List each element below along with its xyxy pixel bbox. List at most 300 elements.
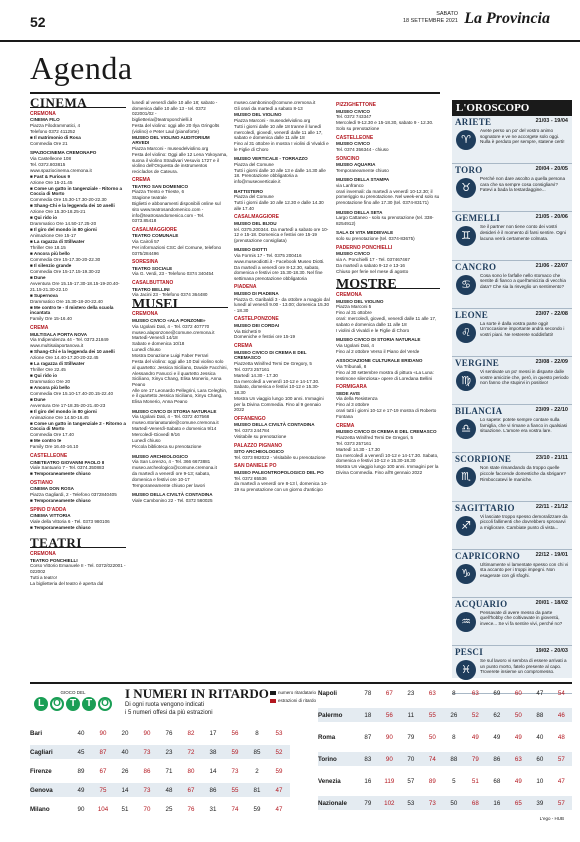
lotto-row xyxy=(318,686,572,700)
wheel-name: Palermo xyxy=(318,711,343,719)
sign-dates: 20/04 - 20/05 xyxy=(535,166,568,173)
lotto-game-label: GIOCO DEL xyxy=(60,690,86,695)
listing-entry xyxy=(336,385,440,419)
listing-line: Drammatico Ore 14.50-17.25-20 xyxy=(30,221,97,227)
late-number: 48 xyxy=(165,786,173,794)
listing-line: Via Jacini 23 - Telefono 0374 364480 xyxy=(132,292,208,298)
late-number: 10 xyxy=(536,777,544,785)
listing-city: PALAZZO PIGNANO xyxy=(234,442,282,449)
listing-line: Tel. 0372.803815 xyxy=(30,161,66,167)
listing-line: Mostra Un viaggio lungo 100 anni. Immagini per la Divina Commedia. Fino al 9 gennaio 2022 xyxy=(234,395,324,413)
late-number: 17 xyxy=(209,729,217,737)
late-number: 49 xyxy=(493,733,501,741)
sign-dates: 23/08 - 22/09 xyxy=(535,358,568,365)
listing-line: Tutti i giorni dalle 10 alle 18 tranne il lunedì xyxy=(234,123,322,129)
late-number: 14 xyxy=(121,786,129,794)
listing-line: ■ Il giro del mondo in 80 giorni xyxy=(30,408,97,414)
horoscope-sign xyxy=(452,598,572,646)
listing-entry xyxy=(336,358,440,381)
newspaper-brand: La Provincia xyxy=(464,10,550,27)
sign-name: GEMELLI xyxy=(455,213,501,224)
listing-line: Tel. 0373 257161 xyxy=(234,366,270,372)
listing-city: SAN DANIELE PO xyxy=(234,463,277,470)
listing-entry xyxy=(336,136,440,153)
listing-entry xyxy=(234,317,330,340)
lotto-row xyxy=(318,730,572,744)
listing-venue: MUSEO DEL BIJOU xyxy=(234,221,277,227)
listing-line: museo.alaponzone@comune.cremona.it xyxy=(132,329,215,335)
lotto-logo-ball: T xyxy=(66,697,80,711)
listing-venue: SEDE AVIS xyxy=(336,390,360,396)
delay-count: 57 xyxy=(557,755,565,763)
wheel-name: Torino xyxy=(318,755,337,763)
listing-line: Via Bichetti 9 xyxy=(234,328,261,334)
listing-line: Commedia Ore 17.40 xyxy=(30,432,74,438)
horoscope-sign xyxy=(452,116,572,164)
listing-line: ■ Supernova xyxy=(30,292,58,298)
late-number: 11 xyxy=(407,711,415,719)
sign-text: Pensavate di avere messo da parte quell'hobby che coltivavate in gioventù, invece... Se vi fa sentire vivi, perché no? xyxy=(480,609,563,627)
listing-entry xyxy=(132,281,228,298)
listing-venue: MUSEO DI PIADENA xyxy=(234,290,279,296)
listing-line: da martedì a venerdì ore 9-13; sabato, domenica e festivi ore 10-17 xyxy=(132,471,211,482)
listing-line: Commedia Ore 15-17.30-20-22.30 xyxy=(30,257,101,263)
listing-line: Mostra Donazione Luigi Faber Ferrari xyxy=(132,353,209,359)
delay-count: 52 xyxy=(471,711,479,719)
delay-count: 48 xyxy=(557,733,565,741)
listing-city: CASTELPONZONE xyxy=(234,316,279,323)
sign-dates: 22/12 - 19/01 xyxy=(535,551,568,558)
listing-line: lunedì al venerdì dalle 10 alle 18; sabato - domenica dalle 10 alle 13 - tel. 0372 022001/02 - xyxy=(132,100,218,117)
sign-dates: 19/02 - 20/03 xyxy=(535,648,568,655)
wheel-name: Nazionale xyxy=(318,799,347,807)
delay-count: 49 xyxy=(471,733,479,741)
listing-line: Da martedì a sabato 9-12 e 13-16 xyxy=(336,262,405,268)
sign-dates: 21/05 - 20/06 xyxy=(535,214,568,221)
horoscope-sign xyxy=(452,309,572,357)
listing-venue: CINETEATRO GIOVANNI PAOLO II xyxy=(30,459,105,465)
late-number: 79 xyxy=(407,733,415,741)
late-number: 2 xyxy=(255,767,259,775)
late-number: 26 xyxy=(121,767,129,775)
delay-count: 50 xyxy=(514,711,522,719)
lotto-row xyxy=(318,774,572,788)
listing-line: solo su prenotazione (tel. 0374-83675) xyxy=(336,236,415,242)
listing-line: www.multisalaportanova.it xyxy=(30,343,84,349)
delay-count: 49 xyxy=(514,733,522,741)
delay-count: 74 xyxy=(428,755,436,763)
listing-venue: MUSEO ARCHEOLOGICO xyxy=(132,453,188,459)
late-number: 8 xyxy=(452,733,456,741)
listing-line: Martedì 14.30 - 17.30 xyxy=(234,372,278,378)
late-number: 50 xyxy=(450,799,458,807)
sign-text: Non state rimandando da troppo quelle piccole faccende domestiche da sbrigare? Rimboccatevi le maniche. xyxy=(480,465,566,482)
wheel-name: Napoli xyxy=(318,689,337,697)
listing-line: orari invernali: da martedì a venerdì 10-12.30; il pomeriggio su prenotazione. Nel week-end solo su prenotazione fino alle 17.30 (tel. 0374-83171) xyxy=(336,188,440,206)
listing-line: Azione Ore 15.30-18.25-21 xyxy=(30,209,86,215)
listing-line: ■ Dune xyxy=(30,396,46,402)
listing-line: ■ Come un gatto in tangenziale - Ritorno a Coccia di Morto xyxy=(30,185,123,197)
sign-name: SCORPIONE xyxy=(455,454,512,465)
sign-text: Se il partner non tiene conto dei vostri desideri è il momento di farsi sentire. Ogni lacuna verrà certamente colmata. xyxy=(480,224,566,241)
sign-name: TORO xyxy=(455,165,483,176)
sign-name: VERGINE xyxy=(455,357,500,368)
lotto-row xyxy=(30,745,290,759)
late-number: 8 xyxy=(255,729,259,737)
listing-line: ■ Me contro te xyxy=(30,438,62,444)
late-number: 25 xyxy=(165,805,173,813)
late-number: 59 xyxy=(253,805,261,813)
listing-line: Thriller Ore 18.15 xyxy=(30,245,66,251)
listing-line: Martedì-Venerdì 14/18 xyxy=(132,335,178,341)
listing-line: ■ Dune xyxy=(30,275,46,281)
delay-count: 47 xyxy=(275,805,283,813)
listing-line: Tutti a teatro! xyxy=(30,574,57,580)
listing-entry xyxy=(132,260,228,277)
listing-line: Domeniche e festivi ore 15-19 xyxy=(234,334,296,340)
listing-city: PIADENA xyxy=(234,284,257,291)
listing-venue: MUSEO DELLA CIVILTÀ CONTADINA xyxy=(234,422,315,428)
listing-line: ■ Qui rido io xyxy=(30,373,58,379)
listing-line: Tutti i giorni dalle 10 alle 13 e dalle 14.30 alle 18. Prenotazione obbligatoria a info@museoverticale.it xyxy=(234,167,326,185)
wheel-name: Cagliari xyxy=(30,748,53,756)
listing-entry xyxy=(234,344,330,413)
listing-line: Martedì 14.30 - 17.30 xyxy=(336,446,380,452)
listing-venue: ASSOCIAZIONE CULTURALE ERIDANO xyxy=(336,358,423,364)
late-number: 83 xyxy=(364,755,372,763)
late-number: 47 xyxy=(536,689,544,697)
lotto-subtitle xyxy=(125,702,213,717)
listing-line: da martedì a venerdì ore 8-13 l, domenica 14-19 su prenotazione con un giorno d'anticipo xyxy=(234,481,328,493)
listing-entry xyxy=(336,103,440,132)
teatri-heading: TEATRI xyxy=(30,540,126,548)
column-teatri-musei xyxy=(132,100,228,508)
listing-line: ■ Temporaneamente chiuso xyxy=(30,471,91,477)
listing-entry xyxy=(234,444,330,461)
listing-city: CASTELLEONE xyxy=(30,453,68,460)
listing-line: Telefono 0372 411252 xyxy=(30,128,76,134)
delay-count: 63 xyxy=(471,689,479,697)
sign-text: Ultimamente vi lamentate spesso con chi vi sta accanto per i troppi impegni. Non esagerate con gli sfoghi. xyxy=(480,561,569,578)
zodiac-icon: ♌ xyxy=(456,323,476,343)
listing-entry xyxy=(30,326,126,450)
late-number: 18 xyxy=(364,711,372,719)
listing-line: Chiuso per ferie nel mese di agosto xyxy=(336,268,409,274)
lotto-row xyxy=(30,802,290,816)
listing-entry xyxy=(336,157,440,174)
delay-count: 63 xyxy=(514,755,522,763)
listing-line: museo.cambonino@comune.cremona.it xyxy=(234,100,316,105)
listing-line: Piazza Gagliardi, 2 - Telefono 0372840405 xyxy=(30,491,117,497)
delay-count: 86 xyxy=(143,767,151,775)
listing-line: Avventura Ore 15.15-17.30-18.15-19-20.40-21.15-21.30-22.10 xyxy=(30,281,120,292)
listing-venue: MUSEO CIVICO DI STORIA NATURALE xyxy=(132,408,217,414)
sign-dates: 23/10 - 21/11 xyxy=(535,455,568,462)
wheel-name: Firenze xyxy=(30,767,52,775)
listing-line: Via Indipendenza 44 - Tel. 0373.21849 xyxy=(30,337,109,343)
listing-venue: MUSEO PALEONTROPOLOGICO DEL PO xyxy=(234,469,324,475)
wheel-name: Genova xyxy=(30,786,53,794)
delay-count: 73 xyxy=(143,748,151,756)
listing-line: Animazione Ore 14.50-16.45 xyxy=(30,414,89,420)
listing-line: Gli orari da martedì a sabato 8-13 xyxy=(234,105,303,111)
listing-line: Via Ugolani Dati, 4 - Tel. 0372 407770 xyxy=(132,323,210,329)
zodiac-icon: ♏ xyxy=(456,467,476,487)
listing-entry xyxy=(234,417,330,440)
listing-entry xyxy=(30,150,126,322)
listing-entry xyxy=(336,230,440,241)
mostre-heading: MOSTRE xyxy=(336,282,440,289)
listing-entry xyxy=(132,178,228,224)
zodiac-icon: ♍ xyxy=(456,371,476,391)
musei-continued-top xyxy=(234,100,330,112)
listing-line: www.spaziocinema.cremona.it xyxy=(30,167,92,173)
listing-line: ■ Temporaneamente chiuso xyxy=(30,524,91,530)
listing-venue: TEATRO BELLINI xyxy=(132,286,170,292)
listing-venue: MUSEO DELLA CIVILTÀ CONTADINA xyxy=(132,492,213,498)
listing-line: Via della Resistenza xyxy=(336,396,378,402)
lotto-row xyxy=(318,796,572,810)
listing-city: SPINO D'ADDA xyxy=(30,506,67,513)
late-number: 49 xyxy=(77,786,85,794)
listing-line: Corso Vittorio Emanuele II - Tel. 0372/022001 - 022002 xyxy=(30,563,126,574)
horoscope-sign xyxy=(452,164,572,212)
horoscope-heading: L'OROSCOPO xyxy=(452,100,572,116)
listing-line: Da mercoledì a venerdì 10-12 e 14-17.30. Sabato, domenica e festivi 10-12 e 15.30-18.30 xyxy=(234,378,320,395)
listing-line: Commedia Ore 15.30-17.30-20-22.30 xyxy=(30,197,107,203)
lotto-row xyxy=(30,783,290,797)
listing-line: Piazza del Comune xyxy=(234,161,274,167)
late-number: 89 xyxy=(77,767,85,775)
listing-line: orari tutti i giorni 10-12 e 17-19 mostra di Roberto Fontana xyxy=(336,408,437,419)
listing-city: CREMONA xyxy=(132,311,158,318)
sign-dates: 22/11 - 21/12 xyxy=(535,503,568,510)
late-number: 81 xyxy=(253,786,261,794)
listing-line: Piazza Filodrammatici, 4 xyxy=(30,122,81,128)
listing-line: Temporaneamente chiuso per lavori xyxy=(132,482,206,488)
horoscope-signs xyxy=(452,116,572,694)
late-number: 51 xyxy=(121,805,129,813)
sign-text: Lo sapete: potete sempre contare sulla famiglia, che vi rimane a fianco in qualsiasi situazione. L'amore era vostra lare. xyxy=(480,417,568,434)
late-number: 40 xyxy=(536,733,544,741)
listing-line: Azione Ore 14.40-17.20-20-22.45 xyxy=(30,355,99,361)
listing-line: Alle ore 17 Leonardo Pellegrini, Lara Celeghin, e il quartetto Jessica Siciliano, Xinyu Chang, Elisa Monerio, Anna Peano xyxy=(132,387,228,404)
sign-dates: 23/09 - 22/10 xyxy=(535,407,568,414)
delay-count: 102 xyxy=(384,799,395,807)
sign-text: Vi lasciate troppo spesso demoralizzare da piccoli fallimenti che dovrebbero spronarvi a migliorare. Cambiate punto di vista... xyxy=(480,513,568,530)
listing-line: Via Tribunali, 8 xyxy=(336,364,367,370)
sign-text: Se sul lavoro vi sembra di essere arrivati a un punto morto, fatelo presente al capo. Troverete insieme un compromesso. xyxy=(480,658,567,675)
listing-venue: MUSEO CIVICO DI CREMA E DEL CREMASCO xyxy=(336,429,437,435)
listing-venue: CINEMA VITTORIA xyxy=(30,513,71,519)
listing-line: Fino al 31 ottobre in mostra I violini di Vivaldi e le Figlie di Choro xyxy=(234,141,329,152)
late-number: 57 xyxy=(407,777,415,785)
delay-count: 73 xyxy=(231,767,239,775)
delay-count: 52 xyxy=(275,748,283,756)
listing-entry xyxy=(234,285,330,313)
listing-line: ■ Temporaneamente chiuso xyxy=(30,497,91,503)
sign-text: Vi sentivate un po' messi in disparte dalle vostre amicizie che, però, in questo periodo non fanno che stupirvi in positivo! xyxy=(480,368,569,386)
listing-line: Visitabile su prenotazione xyxy=(234,433,287,439)
page-header xyxy=(0,0,580,42)
listing-venue: MUSEO AQUARIA xyxy=(336,162,376,168)
listing-line: Via San Lorenzo, 4 - Tel. 366 6673881 xyxy=(132,459,211,465)
listing-venue: SPAZIOCINEMA CREMONAPO xyxy=(30,150,97,156)
listing-entry xyxy=(234,464,330,492)
title-rule xyxy=(30,92,440,94)
listing-line: ■ Shang-Chi e la leggenda dei 10 anelli xyxy=(30,203,115,209)
cinema-listings xyxy=(30,112,126,531)
sign-text: La sorte è dalla vostra parte oggi! Un'occasione importante andrà secondo i vostri piani. Ne resterete soddisfatti! xyxy=(480,320,565,337)
lotto-row xyxy=(318,708,572,722)
late-number: 79 xyxy=(364,799,372,807)
sign-name: CAPRICORNO xyxy=(455,550,520,561)
listing-venue: TEATRO PONCHIELLI xyxy=(30,557,78,563)
listing-line: Lunedì chiuso xyxy=(132,438,161,444)
zodiac-icon: ♉ xyxy=(456,178,476,198)
listing-line: Piazzetta Winifred Terni De Gregory, 5 xyxy=(234,360,312,366)
listing-entry xyxy=(132,135,228,175)
delay-count: 50 xyxy=(428,733,436,741)
listing-line: via A. Ponchielli 17 - Tel. 037467467 xyxy=(336,256,410,262)
late-number: 76 xyxy=(165,729,173,737)
listing-line: Piazza Marconi - museodelviolino.org xyxy=(132,145,209,151)
listing-entry xyxy=(132,454,228,489)
listing-venue: SITO ARCHEOLOGICO xyxy=(234,449,284,455)
delay-count: 87 xyxy=(99,748,107,756)
listing-line: Festa del violino: oggi alle 20 Ilya Gringolts (violino) e Peter Laul (pianoforte) xyxy=(132,123,220,134)
listing-line: Viale Santuario 7 - Tel. 0374.350883 xyxy=(30,465,105,471)
listing-line: Sabato e domenica 10/18 xyxy=(132,341,185,347)
sign-name: SAGITTARIO xyxy=(455,502,515,513)
delay-count: 90 xyxy=(143,729,151,737)
listing-venue: MUSEO CIVICO xyxy=(336,108,370,114)
lotto-row xyxy=(30,726,290,740)
listing-line: mercoledì, giovedì, venerdì dalle 11 alle 17, sabato e domenica dalle 11 alle 18 xyxy=(234,129,323,141)
zodiac-icon: ♎ xyxy=(456,419,476,439)
horoscope-sign xyxy=(452,550,572,598)
horoscope-sign xyxy=(452,261,572,309)
listing-line: Drammatico Ore 20 xyxy=(30,379,71,384)
lotto-title: I NUMERI IN RITARDO xyxy=(125,686,269,701)
listing-entry xyxy=(336,210,440,227)
delay-count: 89 xyxy=(428,777,436,785)
wheel-name: Milano xyxy=(30,805,50,813)
delay-count: 70 xyxy=(143,805,151,813)
late-number: 16 xyxy=(493,799,501,807)
column-cinema xyxy=(30,95,126,590)
listing-city: CASALMAGGIORE xyxy=(234,214,279,221)
listing-venue: MUSEO DELLA SETA xyxy=(336,209,383,215)
musei-heading: MUSEI xyxy=(132,302,228,309)
horoscope-panel xyxy=(452,100,572,678)
listing-line: ■ Qui rido io xyxy=(30,215,58,221)
listing-city: SONCINO xyxy=(336,155,360,162)
sign-text: Perché non dare ascolto a quella persona cara che sa sempre cosa consigliarvi? Fatevi a bada la testardaggine... xyxy=(480,176,566,193)
sign-name: ARIETE xyxy=(455,117,492,127)
late-number: 86 xyxy=(493,755,501,763)
listing-line: Piazza del Comune xyxy=(234,194,274,200)
late-number: 87 xyxy=(364,733,372,741)
listing-entry xyxy=(30,112,126,147)
late-number: 85 xyxy=(253,748,261,756)
late-number: 40 xyxy=(77,729,85,737)
lotto-logo xyxy=(30,690,116,716)
sign-dates: 23/07 - 22/08 xyxy=(535,310,568,317)
zodiac-icon: ♑ xyxy=(456,564,476,584)
late-number: 38 xyxy=(209,748,217,756)
listing-city: PADERNO PONCHIELLI xyxy=(336,244,393,251)
listing-line: Azione Ore 15-21.45 xyxy=(30,179,73,185)
sign-text: Cosa sono le farfalle nello stomaco che sentite di fianco a quell'amicizia di vecchia data? Che sia la risveglio un sentimento? xyxy=(480,272,566,289)
delay-count: 119 xyxy=(384,777,395,785)
page-title: Agenda xyxy=(30,50,133,86)
listing-venue: MUSEO CIVICO DI STORIA NATURALE xyxy=(336,337,421,343)
late-number: 39 xyxy=(536,799,544,807)
zodiac-icon: ♈ xyxy=(456,130,476,150)
listing-line: Piazza Trento e Trieste, 6 xyxy=(132,189,185,195)
sign-name: PESCI xyxy=(455,647,484,658)
listing-line: Festa del violino: Oggi alle 12 Lena Yokoyama, suona il violino Stradivari Vesuvio 1727 e il violino dell'Orquesta de instrumentos reciclados de Cateura. xyxy=(132,151,228,174)
delay-count: 82 xyxy=(187,729,195,737)
delay-count: 51 xyxy=(471,777,479,785)
legend-label: numero ritardatario xyxy=(278,690,317,695)
listing-venue: MUSEO CIVICO DI CREMA E DEL CREMASCO xyxy=(234,349,307,361)
listing-line: Via G. Verdi, 23 - Telefono 0374 340454 xyxy=(132,271,214,277)
lotto-subtitle-line: Di ogni ruota vengono indicati xyxy=(125,702,205,708)
listing-line: Piazza Marconi 5 xyxy=(336,304,372,310)
lotto-row xyxy=(30,764,290,778)
listing-entry xyxy=(336,246,440,275)
late-number: 16 xyxy=(364,777,372,785)
listing-city: CREMONA xyxy=(336,291,362,298)
delay-count: 90 xyxy=(385,733,393,741)
delay-count: 72 xyxy=(187,748,195,756)
listing-line: ■ Il silenzio grande xyxy=(30,263,72,269)
listing-line: Fino al 31 ottobre xyxy=(336,310,372,316)
late-number: 90 xyxy=(77,805,85,813)
late-number: 78 xyxy=(364,689,372,697)
listing-city: PIZZIGHETTONE xyxy=(336,102,376,108)
zodiac-icon: ♊ xyxy=(456,226,476,246)
listing-line: Commedia Ore 15-17.15-19.30-22 xyxy=(30,269,101,275)
legend-swatch-red xyxy=(270,699,276,703)
late-number: 88 xyxy=(450,755,458,763)
horoscope-sign xyxy=(452,502,572,550)
listing-entry xyxy=(234,189,330,212)
horoscope-sign xyxy=(452,212,572,260)
listing-city: CASTELLEONE xyxy=(336,134,374,141)
delay-count: 49 xyxy=(514,777,522,785)
listing-line: Via Formis 17 - Tel. 0375 200416 xyxy=(234,252,302,258)
listing-line: Piazza G. Garibaldi 3 - da ottobre a maggio dal lunedì al venerdì 9.00 - 13.00; domenica 15.30 - 18.30 xyxy=(234,296,330,313)
listing-city: FORMIGARA xyxy=(336,384,367,391)
listing-line: tel. 0375.200344. Da martedì a sabato ore 10-12 e 15-18. Domenica e festivi ore 15-19 (prenotazione consigliata) xyxy=(234,226,329,243)
listing-entry xyxy=(234,215,330,243)
delay-count: 65 xyxy=(514,799,522,807)
listing-line: Fino al 2 ottobre Verso il Piano del Verde xyxy=(336,348,420,354)
mostre-listings xyxy=(336,293,440,476)
listing-line: ■ Il giro del mondo in 80 giorni xyxy=(30,227,97,233)
delay-count: 80 xyxy=(187,767,195,775)
listing-line: orari: mercoledì, giovedì, venerdì dalle 11 alle 17, sabato e domenica dalle 11 alle 18 xyxy=(336,316,437,327)
listing-venue: MUSEO DELLA STAMPA xyxy=(336,177,390,183)
listing-line: Viale della Vittoria 6 - Tel. 0373 980106 xyxy=(30,518,110,524)
listing-line: ■ Il matrimonio di Rosa xyxy=(30,134,81,140)
sign-name: ACQUARIO xyxy=(455,598,508,609)
listing-venue: MUSEO CIVICO «ALA PONZONE» xyxy=(132,317,206,323)
lotto-row xyxy=(318,752,572,766)
